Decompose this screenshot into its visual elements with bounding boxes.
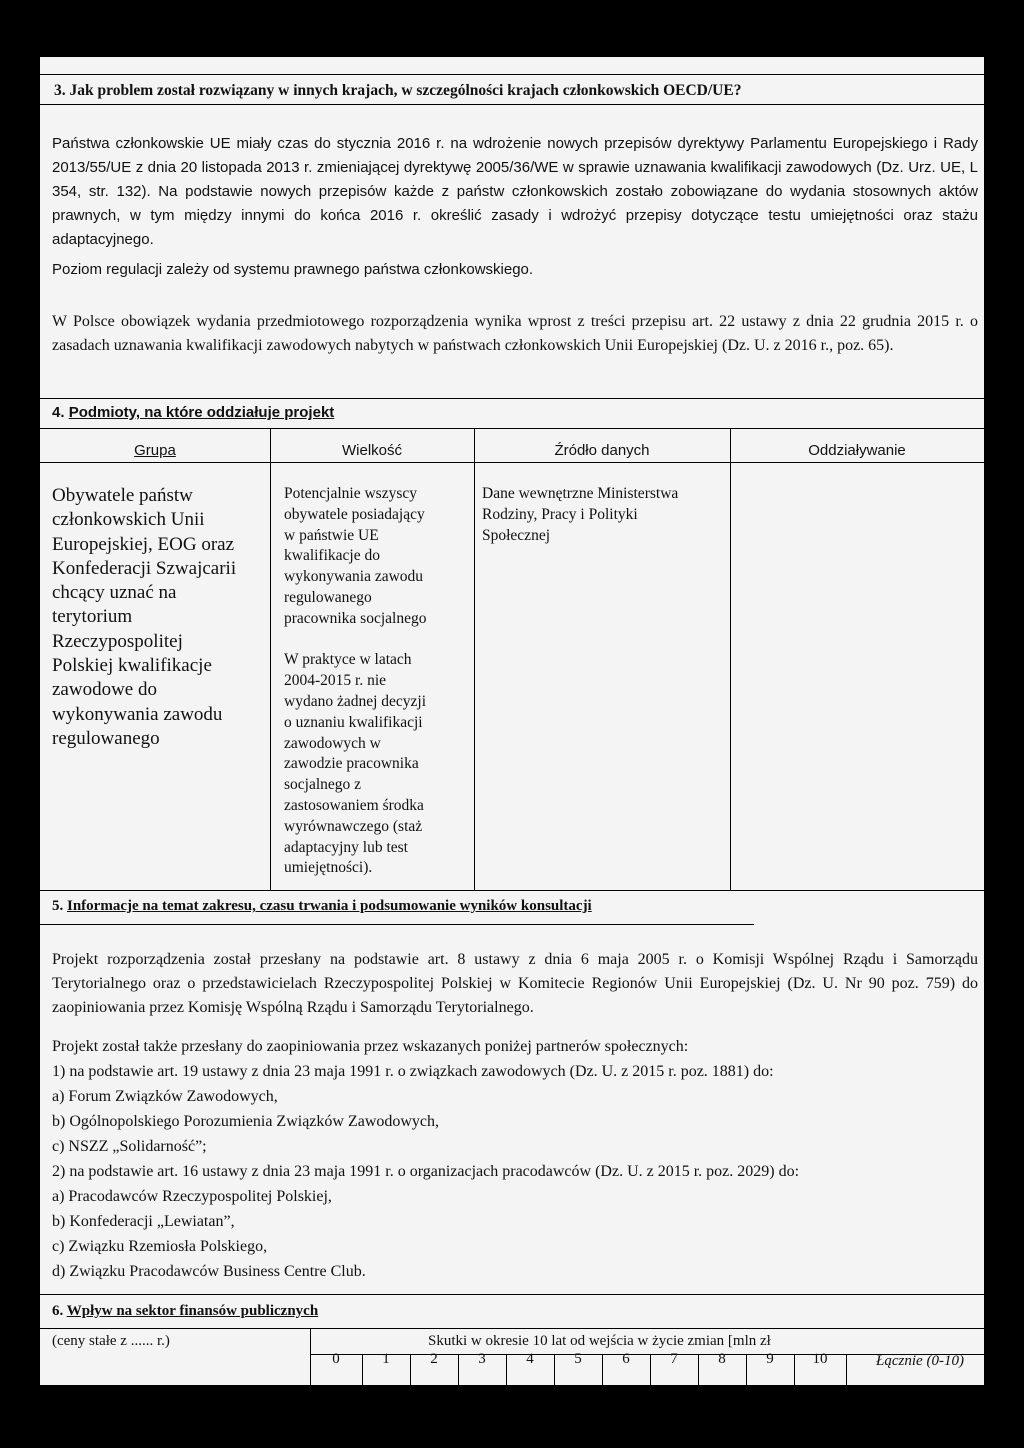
year-divider — [554, 1354, 555, 1385]
year-9: 9 — [766, 1351, 774, 1367]
year-10: 10 — [812, 1351, 828, 1367]
year-7: 7 — [670, 1351, 678, 1367]
section5-paragraph-1: Projekt rozporządzenia został przesłany na podstawie art. 8 ustawy z dnia 6 maja 2005 r. o Komisji Wspólnej Rządu i Samorządu Terytorialnego oraz o przedstawicielach Rzeczypospolitej Polskiej w Komitecie Regionów Unii Europejskiej (Dz. U. Nr 90 poz. 759) do zaopiniowania przez Komisję Wspólną Rządu i Samorządu Terytorialnego. — [52, 951, 978, 1016]
fin-divider — [310, 1328, 311, 1386]
section6-number: 6. — [52, 1303, 64, 1319]
year-divider — [362, 1354, 363, 1385]
section3-paragraph-3: W Polsce obowiązek wydania przedmiotowego rozporządzenia wynika wprost z treści przepisu art. 22 ustawy z dnia 22 grudnia 2015 r. o zasadach uznawania kwalifikacji zawodowych nabytych w państwach członkowskich Unii Europejskiej (Dz. U. z 2016 r., poz. 65). — [52, 313, 978, 354]
year-1: 1 — [382, 1351, 390, 1367]
section6-title-text: Wpływ na sektor finansów publicznych — [66, 1303, 319, 1319]
section6-top-rule — [40, 1294, 984, 1295]
section5-number: 5. — [52, 898, 64, 914]
prices-label: (ceny stałe z ...... r.) — [52, 1333, 170, 1349]
effects-header: Skutki w okresie 10 lat od wejścia w życie zmian [mln zł — [428, 1333, 771, 1349]
section3-top-rule — [40, 74, 984, 75]
year-divider — [506, 1354, 507, 1385]
consultation-line: b) Ogólnopolskiego Porozumienia Związków Zawodowych, — [52, 1113, 440, 1130]
section4-title-text: Podmioty, na które oddziałuje projekt — [68, 404, 335, 421]
year-divider — [650, 1354, 651, 1385]
year-divider — [746, 1354, 747, 1385]
section4-top-rule — [40, 398, 984, 399]
column-header-wielkosc: Wielkość — [341, 442, 402, 459]
year-0: 0 — [332, 1351, 340, 1367]
year-divider — [602, 1354, 603, 1385]
year-4: 4 — [526, 1351, 534, 1367]
document-page — [40, 56, 984, 1386]
consultation-line: 2) na podstawie art. 16 ustawy z dnia 23 maja 1991 r. o organizacjach pracodawców (Dz. U. z 2015 r. poz. 2029) do: — [52, 1163, 800, 1180]
year-divider — [410, 1354, 411, 1385]
year-3: 3 — [478, 1351, 486, 1367]
consultation-line: b) Konfederacji „Lewiatan”, — [52, 1213, 235, 1230]
consultation-line: 1) na podstawie art. 19 ustawy z dnia 23 maja 1991 r. o związkach zawodowych (Dz. U. z 2015 r. poz. 1881) do: — [52, 1063, 774, 1080]
section6-title-rule — [40, 1328, 984, 1329]
bottom-rule — [40, 1385, 984, 1386]
year-6: 6 — [622, 1351, 630, 1367]
section5-top-rule — [40, 890, 984, 891]
section5-title — [52, 898, 592, 915]
consultation-line: c) Związku Rzemiosła Polskiego, — [52, 1238, 268, 1255]
section4-title — [52, 404, 334, 421]
column-header-oddzialywanie: Oddziaływanie — [808, 442, 906, 459]
total-column-label: Łącznie (0-10) — [876, 1353, 964, 1369]
cell-wielkosc: Potencjalnie wszyscy obywatele posiadający w państwie UE kwalifikacje do wykonywania zawodu regulowanego pracownika socjalnego W praktyce w latach 2004-2015 r. nie wydano żadnej decyzji o uznaniu kwalifikacji zawodowych w zawodzie pracownika socjalnego z zastosowaniem środka wyrównawczego (staż adaptacyjny lub test umiejętności). — [284, 485, 427, 877]
consultation-line: c) NSZZ „Solidarność”; — [52, 1138, 207, 1155]
year-divider — [846, 1354, 847, 1385]
consultation-line: d) Związku Pracodawców Business Centre Club. — [52, 1263, 366, 1280]
year-5: 5 — [574, 1351, 582, 1367]
cell-zrodlo: Dane wewnętrzne Ministerstwa Rodziny, Pracy i Polityki Społecznej — [482, 485, 679, 544]
year-2: 2 — [430, 1351, 438, 1367]
year-divider — [794, 1354, 795, 1385]
section5-title-text: Informacje na temat zakresu, czasu trwania i podsumowanie wyników konsultacji — [67, 898, 592, 914]
section3-paragraph-1: Państwa członkowskie UE miały czas do stycznia 2016 r. na wdrożenie nowych przepisów dyrektywy Parlamentu Europejskiego i Rady 2013/55/UE z dnia 20 listopada 2013 r. zmieniającej dyrektywę 2005/36/WE w sprawie uznawania kwalifikacji zawodowych (Dz. Urz. UE, L 354, str. 132). Na podstawie nowych przepisów każde z państw członkowskich zostało zobowiązane do wydania stosownych aktów prawnych, w tym między innymi do końca 2016 r. określić zasady i wdrożyć przepisy dotyczące testu umiejętności oraz stażu adaptacyjnego. — [52, 135, 978, 248]
section6-title — [52, 1303, 318, 1320]
section3-title: 3. Jak problem został rozwiązany w innych krajach, w szczególności krajach członkowskich OECD/UE? — [54, 82, 742, 99]
year-divider — [698, 1354, 699, 1385]
section5-title-rule — [40, 924, 754, 925]
section4-number: 4. — [52, 404, 65, 421]
column-header-grupa: Grupa — [134, 442, 176, 459]
consultation-line: a) Forum Związków Zawodowych, — [52, 1088, 278, 1105]
cell-grupa: Obywatele państw członkowskich Unii Europejskiej, EOG oraz Konfederacji Szwajcarii chcący uznać na terytorium Rzeczypospolitej Polskiej kwalifikacje zawodowe do wykonywania zawodu regulowanego — [52, 485, 237, 749]
section3-title-rule — [40, 104, 984, 105]
column-divider-2 — [474, 428, 475, 890]
section3-paragraph-2: Poziom regulacji zależy od systemu prawnego państwa członkowskiego. — [52, 261, 534, 278]
year-8: 8 — [718, 1351, 726, 1367]
section4-title-rule — [40, 428, 984, 429]
consultation-line: Projekt został także przesłany do zaopiniowania przez wskazanych poniżej partnerów społecznych: — [52, 1038, 689, 1055]
top-border — [40, 56, 984, 57]
column-header-zrodlo: Źródło danych — [554, 442, 650, 459]
year-divider — [458, 1354, 459, 1385]
consultation-line: a) Pracodawców Rzeczypospolitej Polskiej, — [52, 1188, 332, 1205]
table-header-rule — [40, 462, 984, 463]
